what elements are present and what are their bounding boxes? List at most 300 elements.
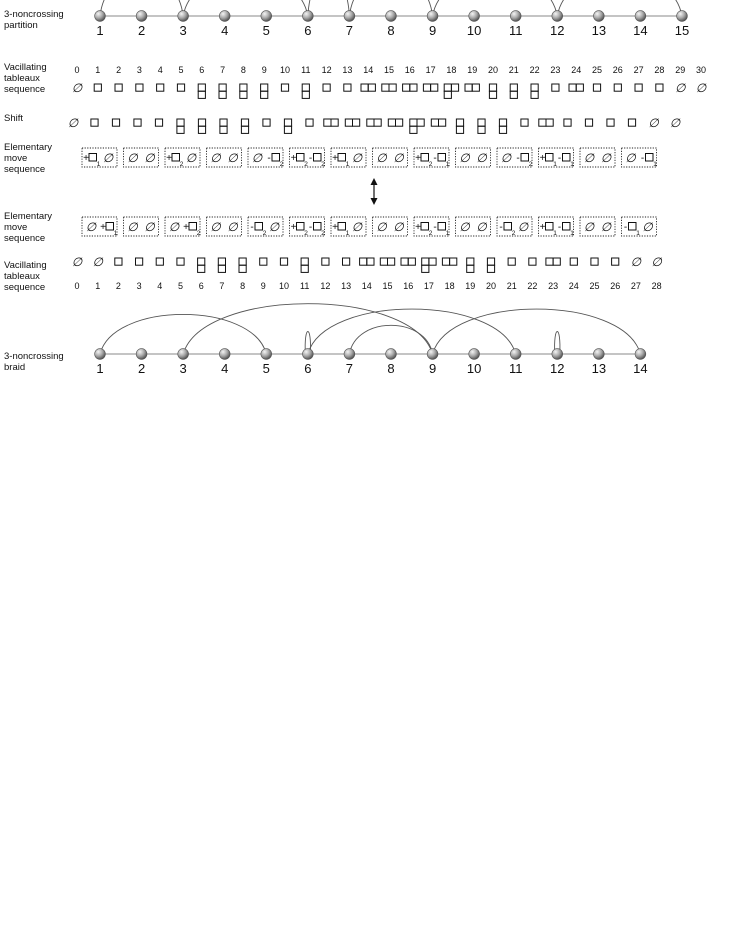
- arc: [100, 314, 266, 354]
- young-diagram: [656, 84, 663, 91]
- svg-text:-: -: [308, 222, 313, 233]
- young-diagram: [444, 84, 458, 98]
- svg-text:1: 1: [553, 230, 557, 237]
- young-diagram: [478, 119, 485, 133]
- remove-box-move: [516, 153, 532, 168]
- svg-text:2: 2: [304, 161, 308, 168]
- remove-box-move: [433, 153, 449, 168]
- empty-tableau: ∅: [71, 255, 83, 269]
- empty-move: ∅: [393, 220, 404, 234]
- young-diagram: [239, 258, 246, 272]
- svg-text:+: +: [332, 153, 338, 164]
- young-diagram: [591, 258, 598, 265]
- step-index: 20: [487, 65, 499, 75]
- elementary-bottom-label: Elementary move sequence: [4, 211, 53, 244]
- svg-text:2: 2: [321, 230, 325, 237]
- young-diagram: [134, 119, 141, 126]
- young-diagram: [431, 119, 445, 126]
- arc: [557, 0, 682, 16]
- braid-label: 3-noncrossing braid: [4, 351, 64, 373]
- step-index: 13: [341, 281, 352, 291]
- step-index: 28: [651, 281, 662, 291]
- young-diagram: [442, 258, 456, 265]
- elementary-top-label: Elementary move sequence: [4, 142, 53, 175]
- vertex-node: [469, 11, 480, 22]
- step-index: 3: [136, 65, 142, 75]
- bottom-tableaux-row: [72, 255, 663, 272]
- young-diagram: [261, 84, 268, 98]
- young-diagram: [612, 258, 619, 265]
- vertex-node: [635, 349, 646, 360]
- row-labels: [4, 9, 66, 373]
- step-index: 15: [382, 281, 393, 291]
- vertex-node: [178, 349, 189, 360]
- young-diagram: [323, 84, 330, 91]
- vertex-node: [95, 349, 106, 360]
- vertex-label: 13: [591, 361, 607, 376]
- step-index: 30: [695, 65, 707, 75]
- empty-move: ∅: [251, 151, 263, 165]
- vertex-node: [344, 11, 355, 22]
- svg-text:+: +: [415, 222, 421, 233]
- elementary-move-box: [414, 148, 450, 168]
- vertex-label: 6: [304, 361, 312, 376]
- remove-box-move: [309, 222, 325, 237]
- young-diagram: [361, 84, 375, 91]
- svg-text:-: -: [308, 153, 313, 164]
- svg-text:+: +: [183, 222, 189, 233]
- svg-text:1: 1: [570, 230, 574, 237]
- empty-move: ∅: [210, 220, 221, 234]
- empty-tableau: ∅: [67, 116, 79, 130]
- vacillating-bottom-label: Vacillating tableaux sequence: [4, 260, 47, 293]
- svg-text:2: 2: [196, 230, 201, 237]
- vertex-label: 8: [387, 361, 395, 376]
- empty-move: ∅: [376, 220, 387, 234]
- vertex-node: [302, 349, 313, 360]
- top-index-row: [74, 65, 706, 75]
- empty-move: ∅: [625, 151, 636, 165]
- top-elementary-moves: [82, 148, 657, 168]
- remove-box-move: [433, 222, 449, 237]
- empty-move: ∅: [600, 220, 612, 234]
- empty-move: ∅: [227, 220, 238, 234]
- young-diagram: [367, 119, 381, 126]
- partition-nodes: [95, 11, 690, 38]
- vertex-label: 3: [179, 361, 187, 376]
- vertex-label: 5: [262, 361, 270, 376]
- svg-text:1: 1: [636, 230, 640, 237]
- vertex-node: [178, 11, 189, 22]
- vertex-label: 4: [221, 23, 229, 38]
- svg-text:1: 1: [653, 161, 657, 168]
- young-diagram: [156, 258, 163, 265]
- svg-text:+: +: [100, 222, 106, 233]
- svg-text:1: 1: [445, 230, 450, 237]
- young-diagram: [345, 119, 359, 126]
- add-box-move: [332, 153, 350, 168]
- svg-text:+: +: [415, 153, 421, 164]
- elementary-move-box: [456, 148, 491, 167]
- vertex-label: 8: [387, 23, 395, 38]
- vacillating-top-label: Vacillating tableaux sequence: [4, 62, 47, 95]
- empty-move: ∅: [351, 151, 363, 165]
- step-index: 0: [74, 65, 80, 75]
- vertex-node: [219, 349, 230, 360]
- step-index: 10: [278, 281, 290, 291]
- step-index: 29: [675, 65, 686, 75]
- young-diagram: [360, 258, 374, 265]
- vertex-label: 2: [137, 23, 146, 38]
- vertex-label: 12: [550, 23, 565, 38]
- svg-text:-: -: [267, 153, 271, 164]
- add-box-move: [415, 222, 433, 237]
- step-index: 27: [633, 65, 644, 75]
- step-index: 26: [612, 65, 623, 75]
- young-diagram: [280, 258, 287, 265]
- empty-move: ∅: [376, 151, 387, 165]
- add-box-move: [540, 153, 558, 168]
- bijection-double-arrow-icon: [371, 178, 378, 205]
- empty-move: ∅: [476, 151, 487, 165]
- vertex-label: 5: [262, 23, 270, 38]
- empty-move: ∅: [583, 220, 595, 234]
- add-box-move: [540, 222, 558, 237]
- step-index: 16: [404, 65, 415, 75]
- young-diagram: [218, 258, 225, 272]
- empty-move: ∅: [459, 151, 470, 165]
- add-box-move: [166, 153, 184, 168]
- step-index: 6: [198, 281, 204, 291]
- remove-box-move: [250, 222, 266, 237]
- young-diagram: [487, 258, 494, 272]
- noncrossing-braid: [95, 304, 648, 376]
- young-diagram: [301, 258, 308, 272]
- young-diagram: [343, 258, 350, 265]
- vertex-label: 14: [633, 23, 648, 38]
- step-index: 0: [74, 281, 80, 291]
- young-diagram: [593, 84, 600, 91]
- svg-text:-: -: [640, 153, 645, 164]
- remove-box-move: [558, 222, 574, 237]
- svg-text:-: -: [433, 222, 437, 233]
- vertex-node: [261, 349, 272, 360]
- young-diagram: [410, 119, 424, 133]
- empty-tableau: ∅: [651, 255, 662, 269]
- vertex-label: 10: [466, 361, 482, 376]
- young-diagram: [382, 84, 396, 91]
- step-index: 22: [527, 281, 538, 291]
- step-index: 23: [548, 281, 559, 291]
- empty-move: ∅: [351, 220, 363, 234]
- young-diagram: [324, 119, 338, 126]
- vertex-label: 11: [508, 361, 523, 376]
- svg-text:2: 2: [428, 161, 433, 168]
- step-index: 8: [240, 281, 246, 291]
- step-index: 2: [115, 281, 121, 291]
- young-diagram: [508, 258, 515, 265]
- elementary-move-box: [539, 217, 575, 237]
- step-index: 4: [157, 281, 163, 291]
- step-index: 15: [383, 65, 395, 75]
- elementary-move-box: [497, 217, 532, 237]
- young-diagram: [177, 258, 184, 265]
- empty-move: ∅: [102, 151, 114, 165]
- vertex-label: 2: [137, 361, 146, 376]
- svg-text:2: 2: [321, 161, 325, 168]
- step-index: 5: [177, 281, 184, 291]
- svg-text:1: 1: [96, 161, 101, 168]
- empty-move: ∅: [227, 151, 238, 165]
- young-diagram: [614, 84, 621, 91]
- elementary-move-box: [331, 217, 366, 237]
- vertex-node: [593, 11, 604, 22]
- svg-text:2: 2: [304, 230, 308, 237]
- svg-text:+: +: [83, 153, 89, 164]
- vertex-label: 9: [428, 361, 437, 376]
- young-diagram: [136, 258, 143, 265]
- elementary-move-box: [248, 148, 284, 168]
- vertex-label: 13: [591, 23, 607, 38]
- braid-arcs: [100, 304, 640, 354]
- step-index: 14: [361, 281, 372, 291]
- young-diagram: [302, 84, 309, 98]
- braid-nodes: [95, 349, 648, 376]
- svg-text:1: 1: [113, 230, 118, 237]
- step-index: 23: [550, 65, 561, 75]
- vertex-label: 12: [550, 361, 565, 376]
- elementary-move-box: [124, 148, 159, 167]
- svg-text:2: 2: [511, 230, 516, 237]
- vertex-node: [552, 349, 563, 360]
- add-box-move: [291, 153, 309, 168]
- step-index: 24: [571, 65, 582, 75]
- vertex-label: 7: [345, 23, 354, 38]
- young-diagram: [177, 119, 184, 133]
- step-index: 1: [95, 281, 101, 291]
- young-diagram: [585, 119, 592, 126]
- vertex-node: [219, 11, 230, 22]
- step-index: 5: [178, 65, 184, 75]
- young-diagram: [284, 119, 291, 133]
- vertex-label: 1: [96, 361, 104, 376]
- svg-text:+: +: [290, 153, 297, 164]
- svg-text:2: 2: [279, 161, 284, 168]
- young-diagram: [489, 84, 496, 98]
- young-diagram: [115, 258, 122, 265]
- elementary-move-box: [373, 217, 408, 236]
- step-index: 10: [279, 65, 291, 75]
- young-diagram: [422, 258, 436, 272]
- young-diagram: [281, 84, 288, 91]
- svg-text:-: -: [516, 153, 520, 164]
- vertex-label: 9: [428, 23, 437, 38]
- svg-text:+: +: [539, 153, 546, 164]
- empty-tableau: ∅: [92, 255, 103, 269]
- remove-box-move: [267, 153, 283, 168]
- elementary-move-box: [539, 148, 575, 168]
- vertex-node: [510, 349, 521, 360]
- vertex-label: 7: [345, 361, 354, 376]
- arc: [183, 0, 308, 16]
- svg-text:-: -: [557, 153, 562, 164]
- vertex-node: [635, 11, 646, 22]
- empty-move: ∅: [476, 220, 487, 234]
- young-diagram: [344, 84, 351, 91]
- young-diagram: [112, 119, 119, 126]
- young-diagram: [241, 119, 248, 133]
- vertex-node: [510, 11, 521, 22]
- vertex-node: [302, 11, 313, 22]
- vertex-label: 3: [179, 23, 187, 38]
- vertex-node: [136, 11, 147, 22]
- empty-tableau: ∅: [71, 81, 83, 95]
- young-diagram: [198, 258, 205, 272]
- add-box-move: [100, 222, 118, 237]
- shift-tableaux-row: [68, 116, 681, 133]
- step-index: 19: [467, 65, 478, 75]
- step-index: 13: [342, 65, 353, 75]
- add-box-move: [332, 222, 350, 237]
- arc: [308, 0, 350, 16]
- young-diagram: [115, 84, 122, 91]
- arc: [433, 0, 558, 16]
- step-index: 26: [610, 281, 621, 291]
- young-diagram: [569, 84, 583, 91]
- step-index: 22: [529, 65, 540, 75]
- empty-move: ∅: [393, 151, 404, 165]
- vertex-node: [386, 11, 397, 22]
- empty-move: ∅: [517, 220, 529, 234]
- step-index: 16: [403, 281, 414, 291]
- young-diagram: [94, 84, 101, 91]
- step-index: 25: [591, 65, 603, 75]
- step-index: 9: [260, 281, 266, 291]
- empty-tableau: ∅: [669, 116, 681, 130]
- empty-move: ∅: [127, 220, 138, 234]
- step-index: 8: [240, 65, 246, 75]
- step-index: 2: [116, 65, 122, 75]
- step-index: 21: [508, 65, 519, 75]
- vertex-node: [386, 349, 397, 360]
- young-diagram: [401, 258, 415, 265]
- elementary-move-box: [207, 148, 242, 167]
- vertex-label: 15: [674, 23, 690, 38]
- empty-tableau: ∅: [630, 255, 642, 269]
- svg-text:1: 1: [570, 161, 574, 168]
- arc: [183, 304, 432, 354]
- young-diagram: [539, 119, 553, 126]
- remove-box-move: [624, 222, 640, 237]
- elementary-move-box: [373, 148, 408, 167]
- elementary-move-box: [82, 217, 118, 237]
- vertex-node: [95, 11, 106, 22]
- elementary-move-box: [207, 217, 242, 236]
- add-box-move: [291, 222, 309, 237]
- step-index: 11: [300, 281, 310, 291]
- vertex-node: [261, 11, 272, 22]
- step-index: 17: [425, 65, 436, 75]
- young-diagram: [467, 258, 474, 272]
- young-diagram: [240, 84, 247, 98]
- step-index: 7: [220, 65, 226, 75]
- step-index: 18: [444, 281, 455, 291]
- svg-text:+: +: [290, 222, 297, 233]
- svg-text:-: -: [250, 222, 254, 233]
- svg-text:+: +: [166, 153, 172, 164]
- elementary-move-box: [290, 148, 326, 168]
- young-diagram: [499, 119, 506, 133]
- step-index: 9: [261, 65, 267, 75]
- empty-move: ∅: [459, 220, 470, 234]
- young-diagram: [322, 258, 329, 265]
- young-diagram: [306, 119, 313, 126]
- empty-move: ∅: [268, 220, 280, 234]
- vertex-node: [427, 11, 438, 22]
- svg-text:1: 1: [445, 161, 450, 168]
- young-diagram: [263, 119, 270, 126]
- elementary-move-box: [580, 217, 615, 236]
- step-index: 11: [301, 65, 311, 75]
- elementary-move-box: [124, 217, 159, 236]
- vertex-node: [677, 11, 688, 22]
- vertex-node: [469, 349, 480, 360]
- svg-text:2: 2: [262, 230, 267, 237]
- add-box-move: [183, 222, 201, 237]
- remove-box-move: [499, 222, 515, 237]
- svg-text:-: -: [499, 222, 503, 233]
- step-index: 3: [136, 281, 142, 291]
- vertex-node: [427, 349, 438, 360]
- elementary-move-box: [497, 148, 533, 168]
- vertex-label: 11: [508, 23, 523, 38]
- young-diagram: [628, 119, 635, 126]
- elementary-move-box: [290, 217, 326, 237]
- step-index: 19: [465, 281, 476, 291]
- elementary-move-box: [580, 148, 615, 167]
- step-index: 14: [363, 65, 374, 75]
- step-index: 17: [423, 281, 434, 291]
- elementary-move-box: [248, 217, 283, 237]
- elementary-move-box: [622, 217, 657, 237]
- vertex-label: 1: [96, 23, 104, 38]
- young-diagram: [607, 119, 614, 126]
- step-index: 6: [199, 65, 205, 75]
- step-index: 12: [320, 281, 331, 291]
- step-index: 28: [654, 65, 665, 75]
- elementary-move-box: [331, 148, 366, 168]
- empty-move: ∅: [642, 220, 653, 234]
- empty-move: ∅: [500, 151, 512, 165]
- young-diagram: [531, 84, 538, 98]
- bottom-index-row: [74, 281, 661, 291]
- partition-label: 3-noncrossing partition: [4, 9, 64, 31]
- young-diagram: [423, 84, 437, 91]
- young-diagram: [564, 119, 571, 126]
- elementary-move-box: [456, 217, 491, 236]
- elementary-move-box: [82, 148, 117, 168]
- young-diagram: [220, 119, 227, 133]
- young-diagram: [198, 84, 205, 98]
- remove-box-move: [641, 153, 657, 168]
- empty-tableau: ∅: [674, 81, 686, 95]
- svg-text:1: 1: [345, 230, 350, 237]
- top-tableaux-row: [72, 81, 707, 98]
- young-diagram: [529, 258, 536, 265]
- young-diagram: [456, 119, 463, 133]
- empty-move: ∅: [144, 151, 155, 165]
- step-index: 21: [506, 281, 517, 291]
